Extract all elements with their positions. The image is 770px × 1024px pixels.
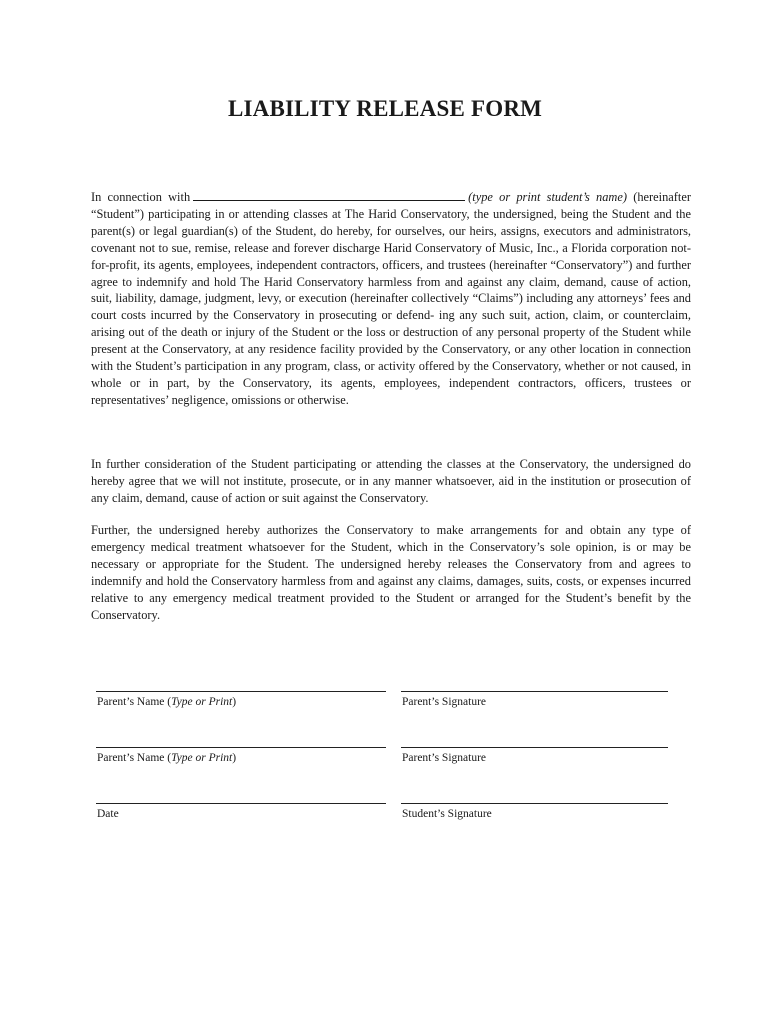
student-name-field[interactable] xyxy=(193,189,465,201)
parent-signature-line-1[interactable] xyxy=(401,691,668,692)
parent-name-line-2[interactable] xyxy=(96,747,386,748)
intro-text: In connection with xyxy=(91,190,191,204)
paragraph-no-suit xyxy=(91,456,691,507)
page-title: LIABILITY RELEASE FORM xyxy=(227,96,543,121)
student-name-hint: (type or print student’s name) xyxy=(468,190,627,204)
date-line[interactable] xyxy=(96,803,386,804)
release-text: (hereinafter “Student”) participating in or attending classes at The Harid Conservatory, the undersigned, being the Student and the parent(s) or legal guardian(s) of the Student, do hereby, for ourselves, our heirs, assigns, executors and administrators, covenant not to sue, remise, release and forever discharge Harid Conservatory of Music, Inc., a Florida corporation not-for-profit, its agents, employees, independent contractors, officers, and trustees (hereinafter “Conservatory”) and further agree to indemnify and hold The Harid Conservatory harmless from and against any claim, demand, cause of action, suit, liability, damage, judgment, levy, or execution (hereinafter collectively “Claims”) including any attorneys’ fees and court costs incurred by the Conservatory in prosecuting or defend- ing any such suit, action, claim, or counterclaim, arising out of the death or injury of the Student or the loss or destruction of any personal property of the Student while present at the Conservatory, at any residence facility provided by the Conservatory, or any other location in connection with the Student’s participation in any program, class, or activity offered by the Conservatory, whether or not caused, in whole or in part, by the Conservatory, its agents, employees, independent contractors, officers, trustees or representatives’ negligence, omissions or otherwise. xyxy=(91,190,691,407)
student-signature-line[interactable] xyxy=(401,803,668,804)
medical-text: Further, the undersigned hereby authorizes the Conservatory to make arrangements for and obtain any type of emergency medical treatment whatsoever for the Student, which in the Conservatory’s sole opinion, is or may be necessary or appropriate for the Student. The undersigned hereby releases the Conservatory from and agrees to indemnify and hold the Conservatory harmless from and against any claims, damages, suits, costs, or expenses incurred relative to any emergency medical treatment provided to the Student or arranged for the Student’s benefit by the Conservatory. xyxy=(91,523,691,622)
parent-signature-label-2: Parent’s Signature xyxy=(402,752,486,764)
paragraph-medical xyxy=(91,522,691,623)
parent-signature-line-2[interactable] xyxy=(401,747,668,748)
no-suit-text: In further consideration of the Student participating or attending the classes at the Conservatory, the undersigned do hereby agree that we will not institute, prosecute, or in any manner whatsoever, aid in the institution or prosecution of any claim, demand, cause of action or suit against the Conservatory. xyxy=(91,457,691,505)
parent-name-label-1: Parent’s Name (Type or Print) xyxy=(97,696,237,708)
parent-name-line-1[interactable] xyxy=(96,691,386,692)
parent-signature-label-1: Parent’s Signature xyxy=(402,696,486,708)
date-label: Date xyxy=(97,808,119,820)
student-signature-label: Student’s Signature xyxy=(402,808,492,820)
parent-name-label-2: Parent’s Name (Type or Print) xyxy=(97,752,237,764)
paragraph-release xyxy=(91,189,691,409)
